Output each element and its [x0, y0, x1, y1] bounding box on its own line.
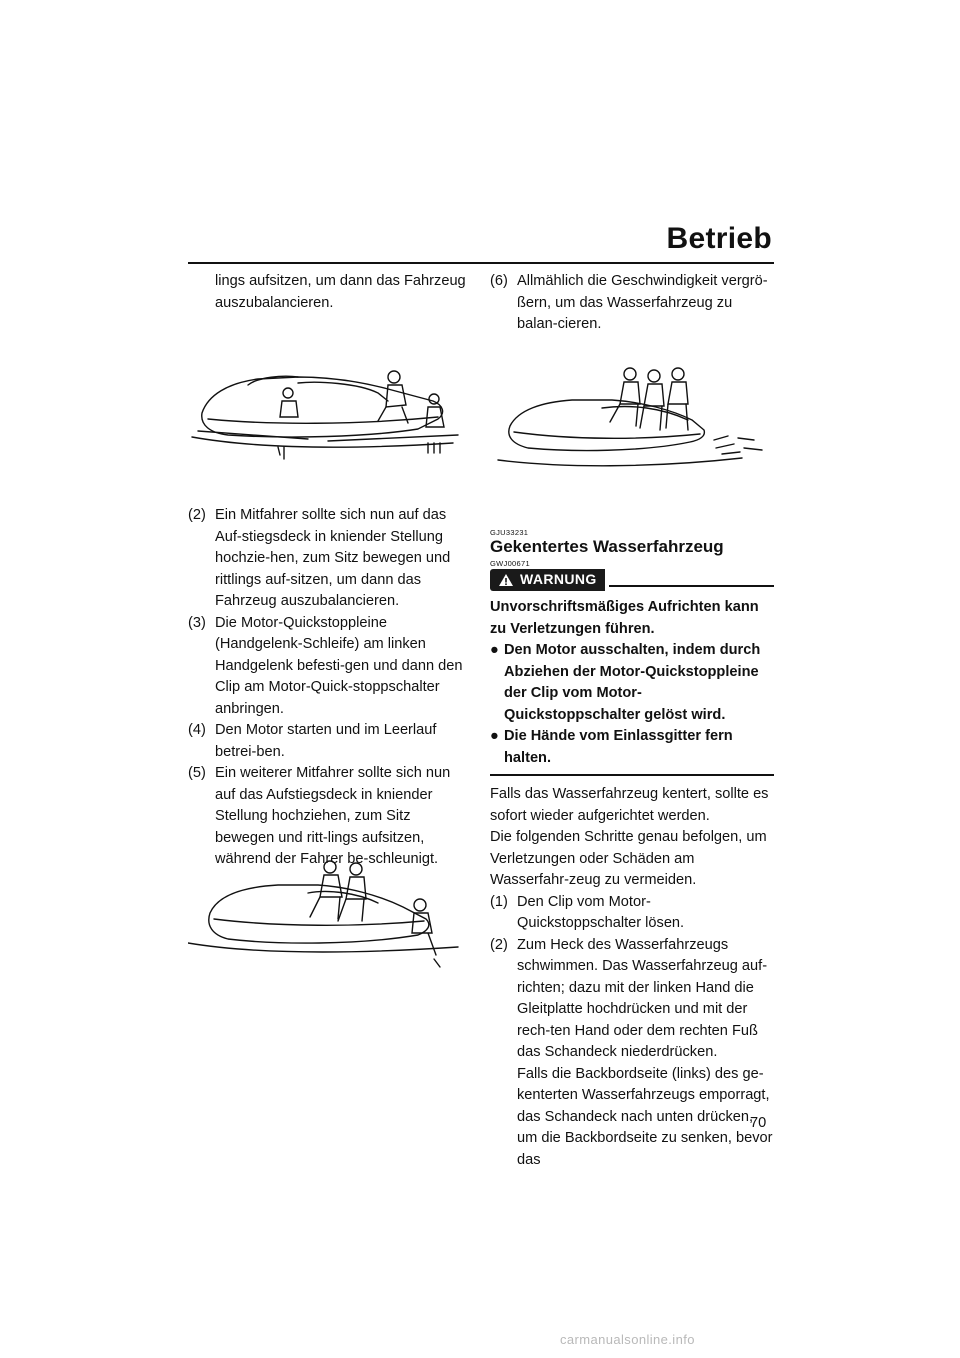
warning-bullet	[490, 726, 774, 769]
right-section	[490, 528, 774, 1171]
warning-bullet	[490, 640, 774, 726]
bullet-text: Die Hände vom Einlassgitter fern halten.	[504, 728, 733, 766]
step-text: Allmählich die Geschwindigkeit vergrö-ßern, um das Wasserfahrzeug zu balan-cieren.	[517, 273, 768, 332]
step-number: (1)	[490, 893, 508, 910]
warning-body	[490, 597, 774, 769]
step-number: (2)	[490, 936, 508, 953]
step-text: Die Motor-Quickstoppleine (Handgelenk-Schleife) am linken Handgelenk befesti-gen und dann den Clip am Motor-Quick-stoppschalter anbringen.	[215, 614, 463, 717]
warning-badge	[490, 569, 605, 591]
step-item	[188, 720, 466, 763]
step-item	[490, 892, 774, 935]
step-text: Den Clip vom Motor-Quickstoppschalter lösen.	[517, 893, 685, 931]
header-rule	[188, 262, 774, 264]
paragraph: Die folgenden Schritte genau befolgen, um Verletzungen oder Schäden am Wasserfahr-zeug zu vermeiden.	[490, 829, 767, 888]
section-heading: Gekentertes Wasserfahrzeug	[490, 537, 724, 556]
warning-label: WARNUNG	[520, 571, 597, 588]
bullet-icon: ●	[490, 642, 499, 658]
boarding-illustration-2	[188, 855, 468, 980]
right-step6	[490, 271, 774, 336]
warning-rule	[609, 585, 774, 587]
step-text: Zum Heck des Wasserfahrzeugs schwimmen. Das Wasserfahrzeug auf-richten; dazu mit der linken Hand die Gleitplatte hochdrücken und mit der rech-ten Hand oder dem rechten Fuß das Schandeck niederdrücken.	[517, 936, 768, 1060]
warning-end-rule	[490, 774, 774, 776]
warning-code: GWJ00671	[490, 559, 530, 568]
bullet-text: Den Motor ausschalten, indem durch Abziehen der Motor-Quickstoppleine der Clip vom Motor-Quickstoppschalter gelöst wird.	[504, 642, 761, 723]
step-text: Ein weiterer Mitfahrer sollte sich nun auf das Aufstiegsdeck in kniender Stellung hochziehen, zum Sitz bewegen und ritt-lings aufsitzen, während der Fahrer be-schleunigt.	[215, 765, 451, 867]
step-number: (5)	[188, 765, 206, 781]
page-title: Betrieb	[666, 222, 772, 255]
step-item	[188, 505, 466, 613]
page-number: 70	[750, 1115, 767, 1131]
step-number: (4)	[188, 722, 206, 738]
section-code: GJU33231	[490, 528, 529, 537]
step-item	[188, 613, 466, 721]
step-number: (6)	[490, 273, 508, 289]
left-steps	[188, 505, 466, 871]
step-continuation: Falls die Backbordseite (links) des ge-kenterten Wasserfahrzeugs emporragt, das Schandeck nach unten drücken, um die Backbordseite zu senken, bevor das	[517, 1065, 773, 1168]
boarding-illustration-1	[188, 355, 468, 470]
warning-icon	[498, 573, 514, 587]
step-item	[490, 271, 774, 336]
step-text: Den Motor starten und im Leerlauf betrei-ben.	[215, 722, 437, 760]
warning-header	[490, 569, 774, 591]
step-number: (2)	[188, 507, 206, 523]
step-number: (3)	[188, 614, 206, 631]
bullet-icon: ●	[490, 728, 499, 744]
left-continuation	[188, 271, 466, 314]
continuation-text: lings aufsitzen, um dann das Fahrzeug auszubalancieren.	[215, 273, 466, 311]
paragraph: Falls das Wasserfahrzeug kentert, sollte es sofort wieder aufgerichtet werden.	[490, 786, 769, 824]
watermark: carmanualsonline.info	[560, 1332, 695, 1347]
step-item	[490, 935, 774, 1064]
warning-text: Unvorschriftsmäßiges Aufrichten kann zu Verletzungen führen.	[490, 599, 759, 637]
step-text: Ein Mitfahrer sollte sich nun auf das Auf-stiegsdeck in kniender Stellung hochzie-hen, zum Sitz bewegen und rittlings auf-sitzen, um dann das Fahrzeug auszubalancieren.	[215, 507, 451, 609]
riding-illustration	[492, 360, 776, 472]
